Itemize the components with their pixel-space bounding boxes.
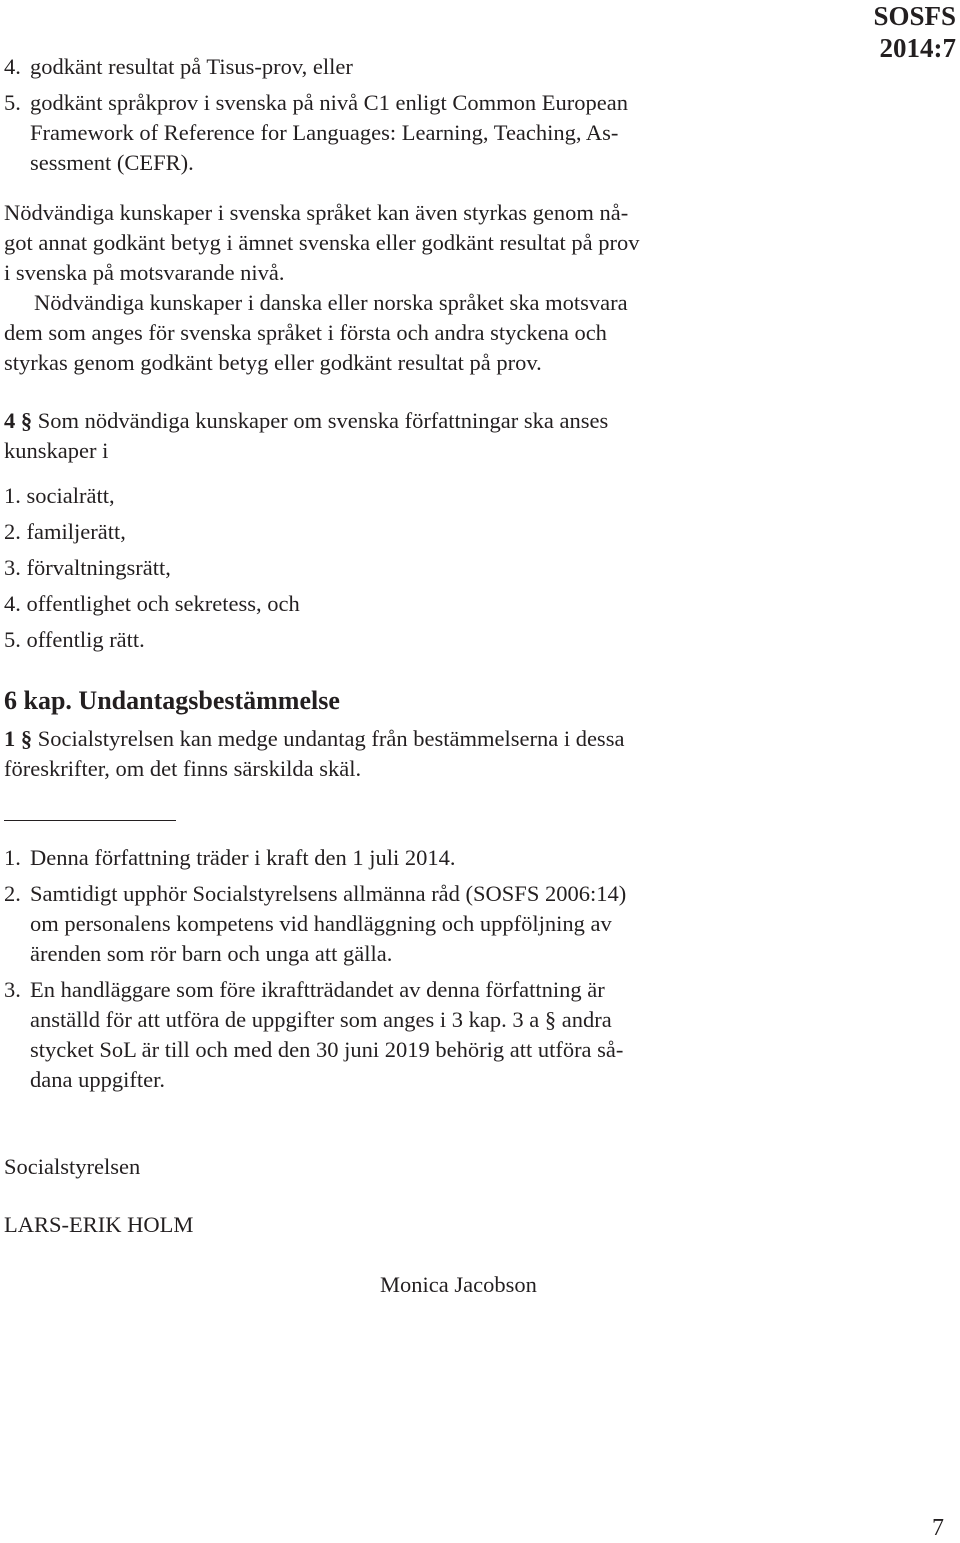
text-line: Framework of Reference for Languages: Learning, Teaching, As-: [30, 120, 619, 145]
text-line: dana uppgifter.: [30, 1067, 165, 1092]
separator-rule: [4, 820, 176, 821]
text-line: i svenska på motsvarande nivå.: [4, 260, 285, 285]
text-line: dem som anges för svenska språket i första och andra styckena och: [4, 320, 607, 345]
section-mark: 1 §: [4, 726, 33, 751]
text-line: sessment (CEFR).: [30, 150, 194, 175]
text-line: Samtidigt upphör Socialstyrelsens allmänna råd (SOSFS 2006:14): [30, 881, 627, 906]
section-4-list: [4, 478, 730, 658]
text-line: anställd för att utföra de uppgifter som anges i 3 kap. 3 a § andra: [30, 1007, 612, 1032]
text-span: Som nödvändiga kunskaper om svenska författningar ska anses: [37, 408, 609, 433]
signature-name-secondary: Monica Jacobson: [380, 1272, 537, 1297]
header-series: SOSFS: [873, 1, 956, 31]
document-series-header: [873, 0, 956, 64]
section-mark: 4 §: [4, 408, 33, 433]
list-item-number: 3.: [4, 977, 21, 1002]
text-line: En handläggare som före ikraftträdandet av denna författning är: [30, 977, 605, 1002]
signature-authority: Socialstyrelsen: [4, 1154, 141, 1179]
chapter-label: 6 kap.: [4, 686, 72, 715]
signature-name-primary: LARS-ERIK HOLM: [4, 1212, 194, 1237]
text-line: styrkas genom godkänt betyg eller godkänt resultat på prov.: [4, 350, 542, 375]
list-item-number: 4.: [4, 54, 21, 79]
list-item: 3. förvaltningsrätt,: [4, 555, 171, 580]
text-line: föreskrifter, om det finns särskilda skäl.: [4, 756, 362, 781]
text-line: kunskaper i: [4, 438, 109, 463]
list-item-text: [30, 975, 730, 1095]
text-span: Socialstyrelsen kan medge undantag från bestämmelserna i dessa: [37, 726, 625, 751]
list-item: 2. familjerätt,: [4, 519, 126, 544]
list-item-number: 5.: [4, 90, 21, 115]
paragraph: [4, 198, 730, 288]
list-item: 5. offentlig rätt.: [4, 627, 145, 652]
list-item-number: 1.: [4, 845, 21, 870]
text-line: godkänt språkprov i svenska på nivå C1 enligt Common European: [30, 90, 629, 115]
list-item: 1. socialrätt,: [4, 483, 115, 508]
list-item-text: [30, 88, 730, 178]
text-line: om personalens kompetens vid handläggning och uppföljning av: [30, 911, 612, 936]
header-number: 2014:7: [879, 33, 956, 63]
section-4: [4, 406, 730, 466]
text-line: Denna författning träder i kraft den 1 juli 2014.: [30, 845, 456, 870]
text-line: got annat godkänt betyg i ämnet svenska eller godkänt resultat på prov: [4, 230, 640, 255]
text-line: godkänt resultat på Tisus-prov, eller: [30, 54, 353, 79]
chapter-title: Undantagsbestämmelse: [78, 686, 340, 715]
text-line: Nödvändiga kunskaper i danska eller norska språket ska motsvara: [34, 290, 628, 315]
paragraph: [4, 288, 730, 378]
text-line: ärenden som rör barn och unga att gälla.: [30, 941, 393, 966]
text-line: [4, 406, 730, 436]
chapter-6-section-1: [4, 724, 730, 784]
list-item-text: [30, 879, 730, 969]
list-item: 4. offentlighet och sekretess, och: [4, 591, 300, 616]
list-item-text: [30, 52, 730, 82]
text-line: stycket SoL är till och med den 30 juni 2019 behörig att utföra så-: [30, 1037, 624, 1062]
list-item-number: 2.: [4, 881, 21, 906]
text-line: [4, 724, 730, 754]
page-number: 7: [932, 1515, 944, 1541]
text-line: Nödvändiga kunskaper i svenska språket kan även styrkas genom nå-: [4, 200, 629, 225]
list-item-text: [30, 843, 730, 873]
chapter-heading: [4, 686, 730, 716]
